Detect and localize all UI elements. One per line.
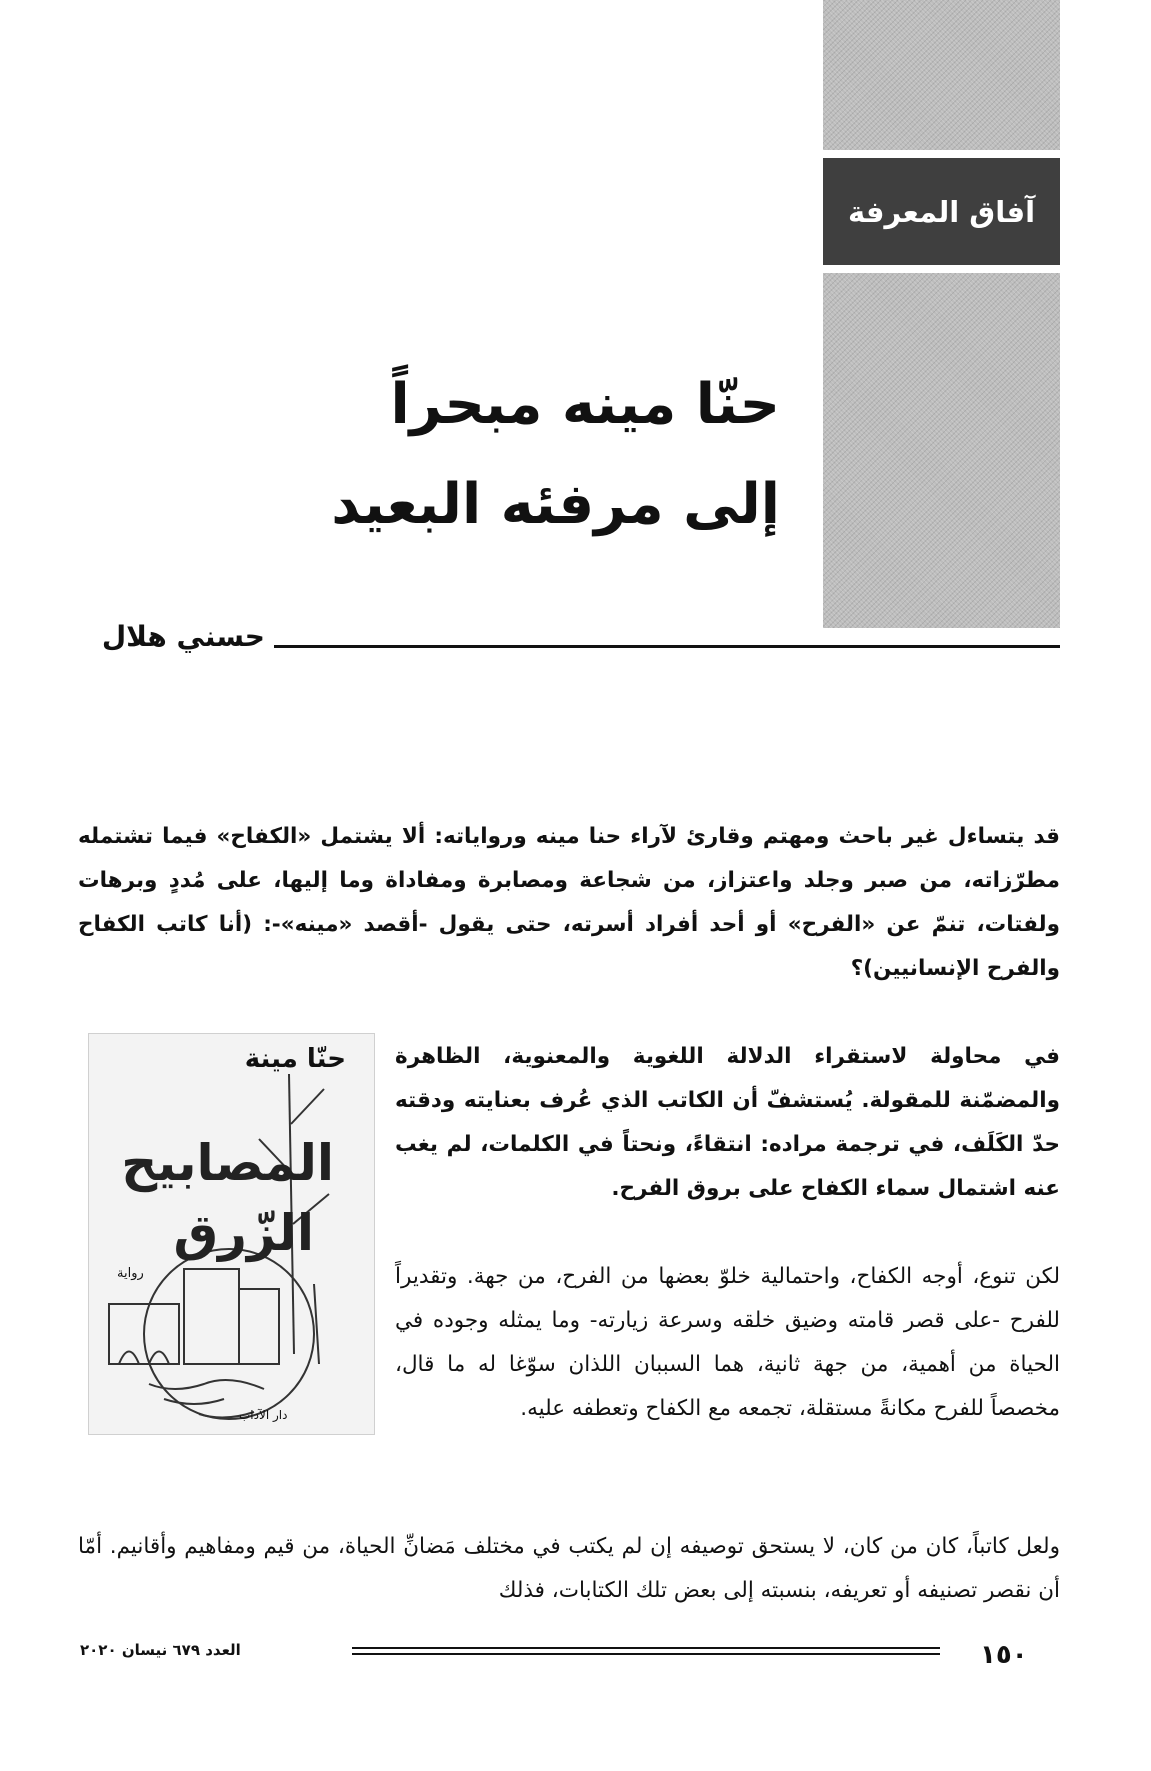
cover-title-line-1: المصابيح	[121, 1134, 334, 1192]
title-line-2: إلى مرفئه البعيد	[331, 472, 780, 537]
decorative-gray-block	[823, 0, 1060, 150]
cover-publisher: دار الآداب	[239, 1408, 288, 1422]
article-title	[330, 355, 780, 555]
title-line-1: حنّا مينه مبحراً	[390, 372, 780, 437]
paragraph-4: ولعل كاتباً، كان من كان، لا يستحق توصيفه إن لم يكتب في مختلف مَضانِّ الحياة، من قيم ومفاهيم وأقانيم. أمّا أن نقصر تصنيفه أو تعريفه، بنسبته إلى بعض تلك الكتابات، فذلك	[78, 1534, 1060, 1603]
issue-info: العدد ٦٧٩ نيسان ٢٠٢٠	[80, 1641, 241, 1659]
author-divider	[274, 645, 1060, 648]
paragraph-1: قد يتساءل غير باحث ومهتم وقارئ لآراء حنا مينه ورواياته: ألا يشتمل «الكفاح» فيما تشتمله مطرّزاته، من صبر وجلد واعتزاز، من شجاعة ومصابرة ومفاداة وما إليها، على مُددٍ وبرهات ولفتات، تنمّ عن «الفرح» أو أحد أفراد أسرته، حتى يقول -أقصد «مينه»-: (أنا كاتب الكفاح والفرح الإنسانيين)؟	[78, 824, 1060, 981]
paragraph-2: في محاولة لاستقراء الدلالة اللغوية والمعنوية، الظاهرة والمضمّنة للمقولة. يُستشفّ أن الكاتب الذي عُرف بعنايته ودقته حدّ الكَلَف، في ترجمة مراده: انتقاءً، ونحتاً في الكلمات، لم يغب عنه اشتمال سماء الكفاح على بروق الفرح.	[395, 1044, 1060, 1201]
decorative-gray-block	[823, 273, 1060, 628]
footer-divider	[352, 1647, 940, 1649]
paragraph-3: لكن تنوع، أوجه الكفاح، واحتمالية خلوّ بعضها من الفرح، من جهة. وتقديراً للفرح -على قصر قامته وضيق خلقه وسرعة زيارته- وما يمثله وجوده في الحياة من أهمية، من جهة ثانية، هما السببان اللذان سوّغا له ما قال، مخصصاً للفرح مكانةً مستقلة، تجمعه مع الكفاح وتعطفه عليه.	[395, 1264, 1060, 1421]
cover-genre: رواية	[117, 1266, 144, 1281]
cover-title-line-2: الزّرق	[173, 1204, 314, 1262]
cover-author: حنّا مينة	[244, 1044, 346, 1074]
page-number: ١٥٠	[980, 1640, 1028, 1670]
section-label: آفاق المعرفة	[847, 194, 1036, 229]
footer-divider	[352, 1653, 940, 1655]
author-name: حسني هلال	[101, 620, 265, 653]
section-header	[823, 158, 1060, 265]
book-cover-image	[88, 1033, 375, 1435]
